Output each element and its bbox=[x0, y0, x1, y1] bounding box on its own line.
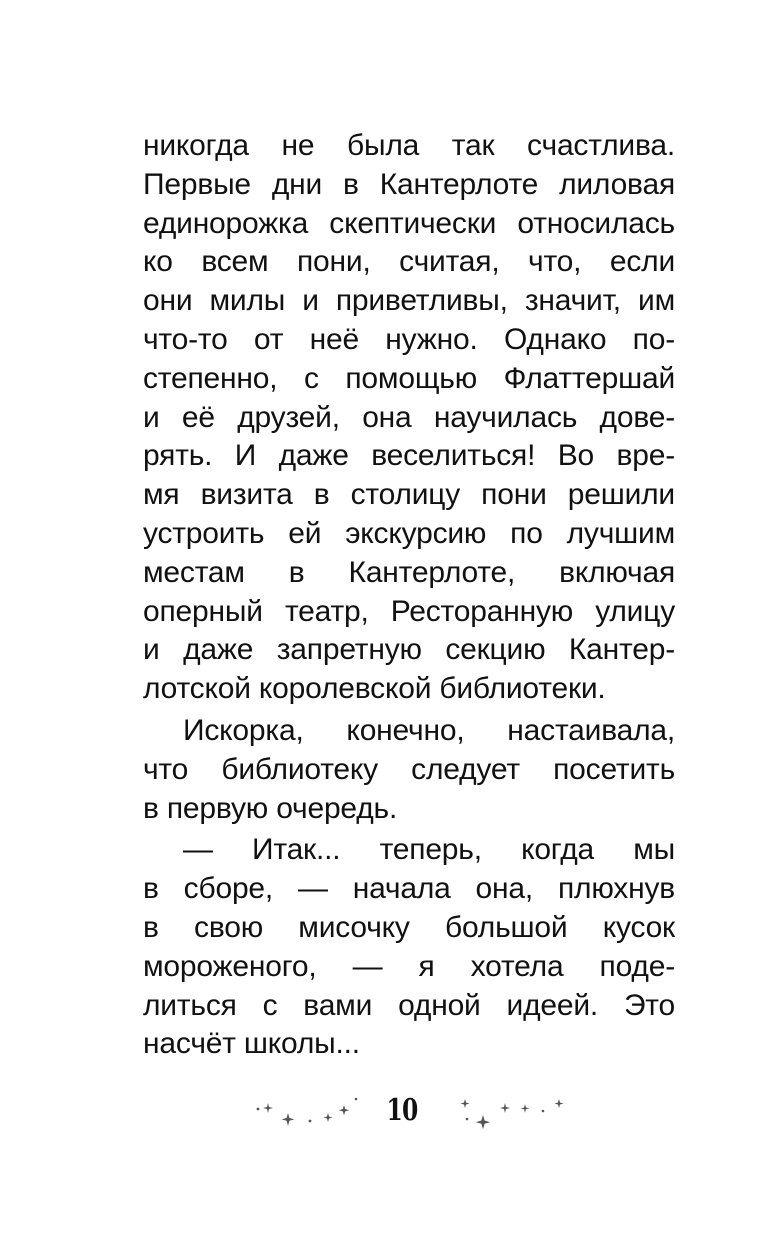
text-line: Искорка, конечно, настаивала, bbox=[183, 713, 675, 747]
page-number: 10 bbox=[386, 1093, 418, 1128]
text-line: что-то от неё нужно. Однако по- bbox=[143, 322, 675, 356]
text-line: в сборе, — начала она, плюхнув bbox=[143, 872, 675, 906]
text-line: в свою мисочку большой кусок bbox=[143, 910, 675, 944]
text-line: что библиотеку следует посетить bbox=[143, 752, 675, 786]
text-line: в первую очередь. bbox=[143, 791, 398, 825]
sparkle-stars-icon bbox=[248, 1085, 368, 1145]
text-line: и её друзей, она научилась дове- bbox=[143, 400, 675, 434]
text-line: мя визита в столицу пони решили bbox=[143, 478, 675, 512]
text-line: и даже запретную секцию Кантер- bbox=[143, 633, 675, 667]
text-line: ко всем пони, считая, что, если bbox=[143, 245, 675, 279]
text-line: степенно, с помощью Флаттершай bbox=[143, 361, 675, 395]
page-footer bbox=[0, 1085, 768, 1145]
text-line: — Итак... теперь, когда мы bbox=[183, 833, 675, 867]
text-line: никогда не была так счастлива. bbox=[143, 129, 675, 162]
text-line: лотской королевской библиотеки. bbox=[143, 672, 606, 706]
text-line: рять. И даже веселиться! Во вре- bbox=[143, 439, 675, 473]
paragraph-3 bbox=[143, 831, 675, 1064]
text-line: устроить ей экскурсию по лучшим bbox=[143, 516, 675, 550]
text-line: мороженого, — я хотела поде- bbox=[143, 949, 675, 983]
text-line: единорожка скептически относилась bbox=[143, 206, 675, 240]
body-text bbox=[143, 127, 675, 1064]
text-line: насчёт школы... bbox=[143, 1027, 360, 1061]
paragraph-1 bbox=[143, 127, 675, 709]
text-line: оперный театр, Ресторанную улицу bbox=[143, 594, 675, 628]
text-line: они милы и приветливы, значит, им bbox=[143, 284, 675, 318]
text-line: Первые дни в Кантерлоте лиловая bbox=[143, 167, 675, 201]
paragraph-2 bbox=[143, 712, 675, 828]
sparkle-stars-icon bbox=[455, 1085, 575, 1145]
text-line: местам в Кантерлоте, включая bbox=[143, 555, 675, 589]
text-line: литься с вами одной идеей. Это bbox=[143, 988, 675, 1022]
